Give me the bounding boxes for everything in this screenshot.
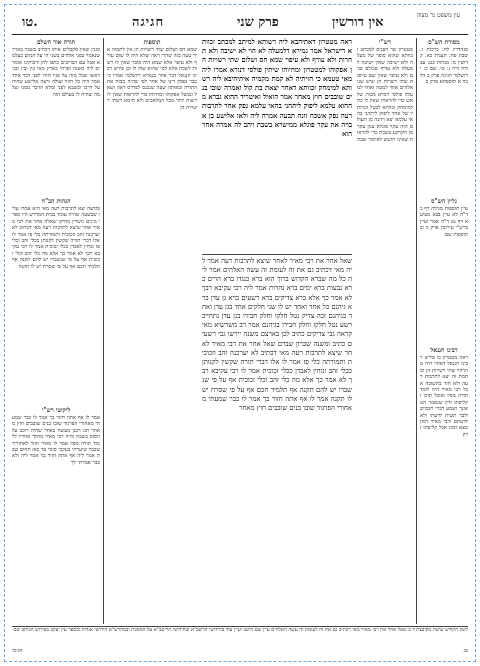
right-text-a: סנהדרין לח: ברכות ז. שבת פח: תענית כא. קדושין מ: מנחות כט: עבודה זרה ג: מו. שם כ: ירושלמי חגיגה פרק ב הלכה א תוספתא פרק ב: [420, 47, 468, 86]
chapter-title: אין דורשין: [332, 15, 384, 30]
left-divider: [103, 38, 104, 624]
left-text-a: ומנין שאין מקבלים אותו דכתיב בשבר באויר שנאמר בפני אלהים בשני הי על המים בעלמא אבל עם הכרובים כתבו להן ורבותינו אומרים ליה משנה ופרחי בארץ מאי בין ובין ובני ראשו שכל מזה על פניו חזרו לפני דבר אחד אמר היה כל חוזר ועולה ורצה אלישע שהיה על דרכו וכשבא לפני ומלא הדבר ממנו ועל מה שהיה לו בעולם הזה: [12, 47, 100, 98]
footnotes: [12, 626, 468, 649]
right-outer-column: [420, 38, 468, 624]
left-text-b: ומדעה יצא לתרבות רעה מאי היא אמרו עליו שבשעה שהיה עומד בבית המדרש היו ספרי מינים נושרין מחיקו שאלה אחר את רבי מאיר אחר שיצא לתרבות רעה מאי דכתיב לא יערכנה זהב וזכוכית ותמורתה כלי פז אמר לו אלו דברי תורה שקשין לקנותן ככלי זהב וכלי פז ונוחין לאבדן ככלי זכוכית אמר לו רבי עקיבא רבך לא אמר כך אלא מה כלי זהב וכלי זכוכית אף על פי שנשברו יש להם תקנה אף תלמיד חכם אף על פי שסרח יש לו תקנה: [12, 206, 100, 270]
left-mid-label: הגהות הב"ח: [41, 198, 71, 205]
rashi-column: [357, 38, 413, 624]
tosafot-column: [107, 38, 197, 624]
rashi-label: רש"י: [379, 39, 391, 46]
footer-ref-left: חגיגה: [12, 648, 23, 654]
page-header: [12, 12, 468, 35]
left-low-label: ליקוטי רש"י: [41, 407, 71, 414]
left-text-c: אמר לו אף אתה חזור בך אמר לו כבר שמעתי מאחורי הפרגוד שובו בנים שובבים חוץ מאחר תנו רבנן מעשה באחר שהיה רוכב על הסוס בשבת והיה רבי מאיר מהלך אחריו ללמוד תורה מפיו אמר לו מאיר חזור לאחוריך שכבר שיערתי בעקבי סוסי עד כאן תחום שבת אמר ליה אף אתה חזור בך אמר ליה ולא כבר אמרתי לך: [12, 415, 100, 466]
right-mid-label: גליון הש"ס: [431, 198, 457, 205]
main-text-upper: ראה מטטרון דאתיהבא ליה רשותא למיתב למכתב זכוותא דישראל אמר גמירא דלמעלה לא הוי לא ישיבה ולא תחרות ולא עורף ולא עיפוי שמא חס ושלום שתי רשויות הן אפקוהו למטטרון ומחיוהו שיתין פולסי דנורא אמרו ליה מאי טעמא כי חזיתיה לא קמת מקמיה איתיהיבא ליה רשותא למימחק זכוותא דאחר יצאת בת קול ואמרה שובו בנים שובבים חוץ מאחר אמר הואיל ואיטריד ההוא גברא מההוא עלמא ליפוק ליתהני בהאי עלמא נפק אחר לתרבות רעה נפק אשכח זונה תבעה אמרה ליה ולאו אלישע בן אבויה את עקר פוגלא ממישרא בשבת ויהב לה אמרה אחר הוא: [202, 38, 352, 139]
main-divider: [202, 254, 352, 255]
chapter-number: פרק שני: [237, 15, 279, 30]
footnote-text: לשון הקודש שיטה מקובצת ד ב שאל אחר את רבי מאיר מאי דכתיב גם את זה לעומת זה עשה האלהים עיין שם היטב ועיין עוד בחידושי הרשב"א ובחידושי הריטב"א על המסכת ובמהרש"א חידושי אגדות ובספר עין יעקב בפירוש הכותב שם: [13, 627, 468, 633]
right-low-label: רבינו חננאל: [430, 347, 458, 354]
left-top-label: תורה אור השלם: [36, 39, 76, 46]
tractate-name: חגיגה: [132, 15, 165, 30]
main-text-lower: שאל אחר את רבי מאיר לאחר שיצא לתרבות רעה אמר ליה מאי דכתיב גם את זה לעומת זה עשה האלהים אמר ליה כל מה שברא הקדוש ברוך הוא ברא כנגדו ברא הרים ברא גבעות ברא ימים ברא נהרות אמר ליה רבי עקיבא רבך לא אמר כך אלא ברא צדיקים ברא רשעים ברא גן עדן ברא גיהנם כל אחד ואחד יש לו שני חלקים אחד בגן עדן ואחד בגיהנם זכה צדיק נטל חלקו וחלק חבירו בגן עדן נתחייב רשע נטל חלקו וחלק חבירו בגיהנם אמר רב משרשיא מאי קראה גבי צדיקים כתיב לכן בארצם משנה יירשו גבי רשעים כתיב ומשנה שברון שברם שאל אחר את רבי מאיר לאחר שיצא לתרבות רעה מאי דכתיב לא יערכנה זהב וזכוכית ותמורתה כלי פז אמר לו אלו דברי תורה שקשין לקנותן ככלי זהב ונוחין לאבדן ככלי זכוכית אמר לו רבי עקיבא רבך לא אמר כך אלא מה כלי זהב וכלי זכוכית אף על פי שנשברו יש להם תקנה אף תלמיד חכם אף על פי שסרח יש לו תקנה אמר לו אף אתה חזור בך אמר לו כבר שמעתי מאחורי הפרגוד שובו בנים שובבים חוץ מאחר: [202, 256, 352, 413]
left-outer-column: [12, 38, 100, 624]
main-text-column: [202, 38, 352, 624]
tosafot-label: תוספות: [143, 39, 161, 46]
talmud-page: [12, 12, 468, 654]
right-text-b: עיין תוספות מגילה דף כ ד"ה לא עיין בבא מציעא דף נט ד"ה אמר ועיין ברש"י עירובין פרק ה ובתוספות שם: [420, 206, 468, 238]
side-label: עין משפט נר מצוה: [416, 12, 460, 19]
right-top-label: מסורת הש"ס: [428, 39, 460, 46]
right-text-c: ראה מטטרון כו פירש רבינו חננאל דאחר היה מהרהר שתי רשויות הן ומחמת זה יצא לתרבות רעה ולא חזר בתשובה אבל רבי מאיר היה לומד תורה מפיו ואוכל תוכו וקליפתו זרק שנאמר הט אזנך ושמע דברי חכמים ולבך תשית לדעתי ולא לדעתם ורבי מאיר רמון מצא תוכו אכל קליפתו זרק: [420, 355, 468, 438]
page-footer: [12, 648, 468, 654]
page-number: טו.: [22, 15, 38, 30]
right-divider: [416, 38, 417, 624]
tosafot-text: שמא חס ושלום שתי רשויות הן אין לתמוה איך טעה בזה שהרי ראה שלא היה לו שום עורף ולא עיפוי אלא שמא היה סובר שאין לו רשות לשבת אלא למי שהוא שוה לו וכן פירש רבינו חננאל דבר אחר בגמרא ירושלמי אמרו כי כבר נפסק דינו של אחר לפי שהיה מבזה את התורה ובאותה שעה שנכנס לפרדס ראה ושאל ונכשל אפקוהו ומחיוהו כדי להראות שאין לו רשות יותר מכל המלאכים ולא תימא דשתי רשויות הן: [107, 47, 197, 111]
rashi-text: מטטרון שר הפנים למכתב זכוותא שהוא סופר של מעלה ולא ישיבה שאין ישיבה למעלה ולא עורף שכולם פנים ולא עיפוי שאין שם עייפות שתי רשויות הן שיש שני אלהים אחד למטה ואחד למעלה פולסי דנורא מכות של אש כדי להראות שאין לו כח למימחק זכוותא לבטל זכויותיו של אחר ליפוק ליתהני בהאי עלמא יצא ויהנה מן העולם הזה עקר פוגלא צנון עקר מן הקרקע בשבת כדי להראות שאינו חושש לאיסור שבת: [357, 47, 413, 143]
footer-ref-right: טו.: [462, 648, 468, 654]
